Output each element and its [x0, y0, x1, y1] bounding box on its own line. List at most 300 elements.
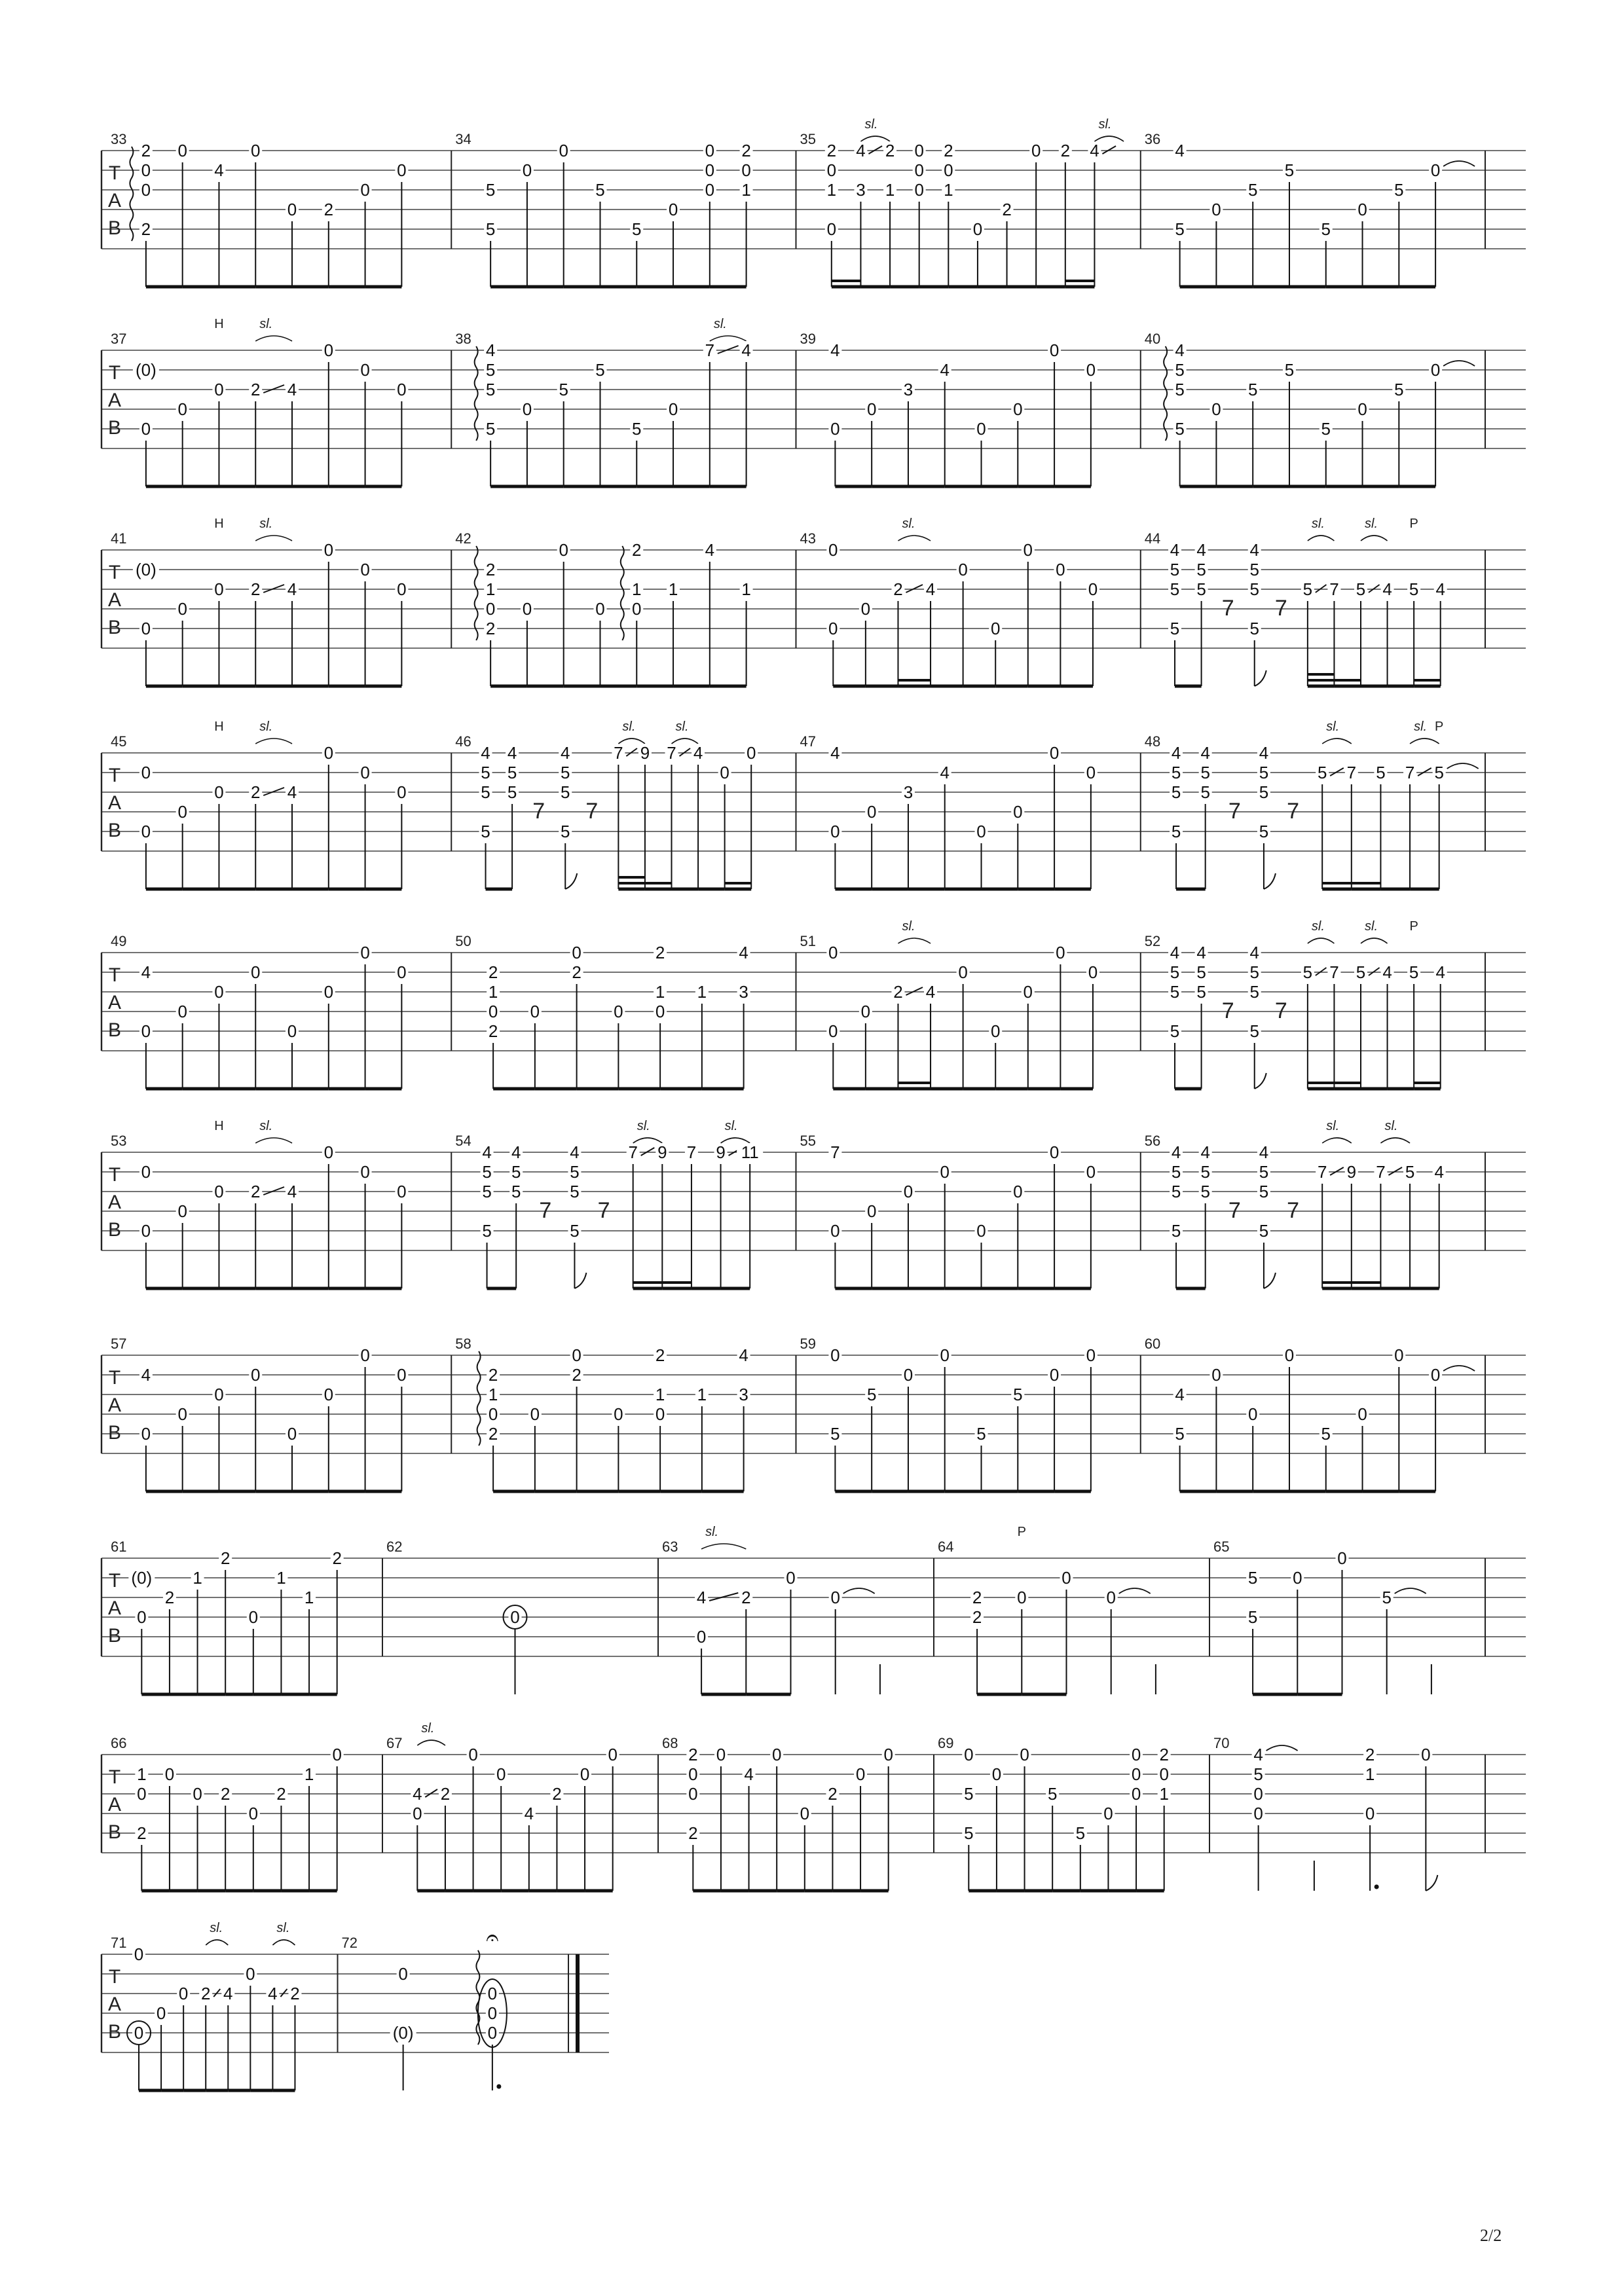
slide-line — [1330, 768, 1344, 776]
tab-event — [1054, 360, 1098, 486]
tab-event — [219, 1365, 262, 1491]
fret-number: 4 — [856, 141, 866, 160]
fret-number: 0 — [323, 540, 334, 560]
slur-arc — [1410, 738, 1439, 744]
tie-arc — [1119, 1588, 1151, 1594]
tab-event — [982, 399, 1025, 486]
slide-label: sl. — [1311, 517, 1325, 531]
fret-number: 0 — [1159, 1764, 1169, 1784]
fret-number: 0 — [964, 1745, 974, 1764]
tab-event — [292, 1142, 335, 1288]
fret-number: 5 — [1013, 1385, 1023, 1404]
fret-number: 0 — [178, 1984, 189, 2003]
fret-number: 0 — [866, 1201, 877, 1221]
tab-event — [477, 1351, 500, 1491]
tab-clef-letter: B — [107, 617, 122, 638]
tab-event — [1168, 540, 1181, 686]
measure — [108, 317, 451, 486]
tab-event — [219, 720, 292, 889]
tab-event — [1028, 943, 1067, 1089]
fret-number: 3 — [856, 180, 866, 200]
slide-label: sl. — [864, 117, 878, 132]
fret-number: 7 — [686, 1142, 697, 1162]
fret-number: 0 — [530, 1002, 540, 1021]
fret-number: 4 — [1253, 1745, 1263, 1764]
fret-number: 1 — [304, 1588, 314, 1607]
fret-number: 0 — [332, 1745, 342, 1764]
arpeggio-mark — [476, 1950, 479, 2045]
fret-number: 0 — [1103, 1804, 1113, 1823]
rest-symbol: 7 — [585, 799, 599, 824]
tab-event — [253, 1784, 288, 1891]
fret-number: 4 — [705, 540, 715, 560]
fret-number: 5 — [1171, 763, 1181, 782]
fret-number: 4 — [507, 743, 517, 763]
fret-number: 0 — [828, 943, 838, 962]
fret-number: 0 — [826, 160, 837, 180]
fret-number: 5 — [1302, 579, 1313, 599]
fret-number: 2 — [141, 141, 151, 160]
tab-event — [1399, 360, 1475, 486]
tab-event — [1297, 1548, 1348, 1694]
measure — [800, 733, 1141, 889]
fret-number: 4 — [925, 982, 936, 1002]
measure — [108, 933, 451, 1089]
fret-number: 0 — [1430, 160, 1441, 180]
fret-number: 0 — [522, 160, 532, 180]
slide-line — [1330, 1167, 1344, 1175]
measure — [1145, 919, 1485, 1089]
tab-event — [139, 763, 153, 889]
slide-label: sl. — [1311, 919, 1325, 934]
fret-number: 0 — [1421, 1745, 1431, 1764]
fret-number: 4 — [925, 579, 936, 599]
tab-event — [673, 317, 747, 486]
slur-arc — [1308, 938, 1335, 943]
measure-number: 58 — [455, 1336, 471, 1352]
fret-number: 0 — [487, 2023, 498, 2043]
fret-number: 2 — [688, 1745, 698, 1764]
tab-event — [475, 546, 498, 686]
measure — [1145, 331, 1485, 486]
measure-number: 41 — [111, 530, 127, 547]
fret-number: 2 — [332, 1548, 342, 1568]
tab-event — [1363, 380, 1406, 486]
tab-event — [1287, 1198, 1299, 1223]
tab-event — [473, 1764, 508, 1891]
tab-event — [577, 1002, 625, 1089]
tab-clef-letter: T — [108, 1367, 121, 1389]
fret-number: 5 — [1321, 419, 1331, 439]
tab-clef-letter: A — [107, 992, 122, 1013]
measure — [1213, 1735, 1485, 1891]
fret-number: 5 — [1175, 219, 1185, 239]
fret-number: 0 — [828, 1021, 838, 1041]
slide-label: sl. — [622, 720, 636, 734]
tab-event — [1065, 117, 1124, 287]
fret-number: 5 — [1075, 1823, 1086, 1843]
tab-clef-letter: A — [107, 1192, 122, 1213]
slur-arc — [255, 536, 292, 541]
fret-number: 5 — [485, 219, 496, 239]
fret-number: 5 — [1175, 1424, 1185, 1444]
fret-number: 4 — [940, 763, 950, 782]
slide-line — [718, 346, 739, 354]
measure-number: 63 — [662, 1539, 678, 1555]
measure — [800, 919, 1141, 1089]
fret-number: 5 — [1284, 360, 1295, 380]
fret-number: 0 — [323, 743, 334, 763]
tab-event — [835, 1201, 878, 1288]
measure — [108, 1539, 382, 1694]
fret-number: 2 — [141, 219, 151, 239]
fret-number: 0 — [1394, 1345, 1404, 1365]
fret-number: 7 — [667, 743, 676, 763]
fret-number: 4 — [739, 943, 748, 962]
fret-number: 0 — [156, 2003, 166, 2023]
tab-event — [1380, 720, 1439, 889]
fret-number: 2 — [885, 141, 895, 160]
fret-number: 0 — [990, 1021, 1001, 1041]
tab-event — [1080, 1804, 1115, 1891]
fret-number: 0 — [688, 1764, 698, 1784]
slide-line — [1388, 1167, 1402, 1175]
fret-number: 2 — [488, 1424, 498, 1444]
measure-number: 57 — [111, 1336, 127, 1352]
tab-event — [535, 1345, 583, 1491]
fret-number: 0 — [1106, 1588, 1116, 1607]
rest-symbol: 7 — [1274, 998, 1287, 1023]
tab-event — [539, 1198, 551, 1223]
fret-number: 4 — [287, 782, 297, 802]
tab-event — [504, 1605, 527, 1694]
fret-number: 0 — [559, 141, 568, 160]
fret-number: 0 — [1013, 1182, 1023, 1201]
fret-number: 5 — [1171, 1182, 1181, 1201]
fret-number: 0 — [958, 962, 968, 982]
tab-event — [577, 1404, 625, 1491]
measure-number: 40 — [1144, 331, 1161, 347]
measure — [386, 1721, 658, 1891]
tab-event — [329, 560, 372, 686]
fret-number: 0 — [1088, 579, 1098, 599]
fret-number: 0 — [1049, 340, 1060, 360]
fret-number: 4 — [1259, 1142, 1269, 1162]
tab-event — [1246, 1568, 1259, 1694]
fret-number: 5 — [559, 380, 568, 399]
tab-clef-letter: A — [107, 1994, 122, 2015]
fret-number: 2 — [137, 1823, 147, 1843]
fret-number: 5 — [507, 763, 517, 782]
tab-event — [828, 1345, 841, 1491]
tab-event — [476, 1925, 507, 2090]
tab-event — [309, 1548, 344, 1694]
fret-number: 5 — [561, 822, 570, 841]
fret-number: 0 — [1023, 540, 1033, 560]
tab-event — [1180, 200, 1223, 287]
fret-number: 5 — [1247, 380, 1258, 399]
slide-label: sl. — [705, 1525, 719, 1539]
slide-label: sl. — [724, 1119, 738, 1133]
fret-number: 0 — [530, 1404, 540, 1424]
fret-number: 0 — [705, 160, 715, 180]
tab-event — [1253, 360, 1296, 486]
fret-number: 2 — [572, 1365, 581, 1385]
tab-event — [978, 200, 1014, 287]
fret-number: 0 — [323, 982, 334, 1002]
fret-number: 0 — [1131, 1745, 1141, 1764]
fret-number: 5 — [1394, 380, 1404, 399]
measure-number: 61 — [111, 1539, 127, 1555]
tab-event — [1334, 919, 1387, 1089]
tab-event — [135, 1764, 148, 1891]
fret-number: 5 — [1200, 763, 1210, 782]
fret-number: 0 — [397, 579, 407, 599]
measure-number: 62 — [386, 1539, 403, 1555]
fret-number: 5 — [1170, 560, 1180, 579]
fret-number: 0 — [248, 1804, 259, 1823]
measure-number: 67 — [386, 1735, 403, 1751]
fret-number: 5 — [866, 1385, 877, 1404]
fret-number: 2 — [552, 1784, 562, 1804]
tab-event — [1036, 141, 1072, 287]
tab-event — [365, 579, 409, 686]
tab-event — [872, 1365, 915, 1491]
note-flag — [1255, 1073, 1266, 1089]
tab-event — [710, 340, 753, 486]
fret-number: 0 — [214, 1385, 224, 1404]
tie-arc — [1447, 763, 1479, 769]
fret-number: 0 — [177, 1002, 187, 1021]
fret-number: 0 — [177, 599, 187, 619]
tab-event — [1363, 1745, 1379, 1891]
slide-line — [263, 1187, 284, 1195]
fret-number: 5 — [1409, 579, 1419, 599]
fret-number: 0 — [1365, 1804, 1375, 1823]
tab-event — [1248, 540, 1266, 686]
fret-number: 0 — [1049, 1365, 1060, 1385]
fret-number: 0 — [177, 141, 187, 160]
fret-number: 0 — [668, 399, 678, 419]
tab-event — [365, 160, 409, 287]
tab-event — [835, 802, 878, 889]
tab-event — [660, 982, 709, 1089]
fret-number: 4 — [287, 579, 297, 599]
measure — [1145, 1119, 1485, 1288]
measure — [455, 1119, 796, 1288]
staff-system — [101, 517, 1526, 686]
tab-clef-letter: B — [107, 417, 122, 439]
tab-event — [701, 1588, 752, 1694]
rest-symbol: 7 — [532, 799, 545, 824]
fret-number: 1 — [655, 1385, 665, 1404]
fret-number: 5 — [1259, 1162, 1269, 1182]
note-flag — [1426, 1875, 1437, 1891]
measure — [455, 530, 796, 686]
fret-number: 0 — [655, 1404, 665, 1424]
fret-number: 0 — [1337, 1548, 1347, 1568]
rest-symbol: 7 — [1221, 998, 1234, 1023]
measure-number: 44 — [1144, 530, 1161, 547]
fret-number: 1 — [488, 982, 498, 1002]
measure-number: 53 — [111, 1133, 127, 1149]
tab-event — [1228, 1198, 1241, 1223]
tab-event — [161, 1984, 190, 2090]
measure — [108, 1119, 451, 1288]
note-flag — [1264, 1273, 1276, 1288]
fret-number: 0 — [914, 180, 924, 200]
fret-number: 5 — [485, 180, 496, 200]
fret-number: 5 — [1405, 1162, 1415, 1182]
fret-number: 5 — [1249, 619, 1259, 638]
slur-arc — [1361, 938, 1388, 943]
tab-event — [1253, 1568, 1304, 1694]
fret-number: 2 — [276, 1784, 286, 1804]
tab-event — [1316, 1119, 1352, 1288]
measure — [455, 720, 796, 889]
tab-event — [146, 1404, 189, 1491]
fret-number: 0 — [1211, 1365, 1221, 1385]
tab-event — [1168, 943, 1181, 1089]
fret-number: 0 — [580, 1764, 590, 1784]
tab-event — [1252, 1745, 1298, 1891]
fret-number: 0 — [251, 962, 261, 982]
slide-label: sl. — [1384, 1119, 1398, 1133]
slide-label: sl. — [421, 1721, 435, 1736]
fret-number: 0 — [397, 1365, 407, 1385]
fret-number: 4 — [1249, 943, 1259, 962]
fret-number: 4 — [485, 340, 496, 360]
fret-number: 2 — [572, 962, 581, 982]
tab-event — [872, 380, 915, 486]
fret-number: 5 — [1249, 962, 1259, 982]
tab-event — [484, 180, 497, 287]
duration-dot — [496, 2085, 501, 2089]
fret-number: 9 — [1346, 1162, 1357, 1182]
tie-arc — [1443, 161, 1475, 166]
fret-number: 0 — [485, 599, 496, 619]
fret-number: 1 — [137, 1764, 147, 1784]
tab-event — [1170, 743, 1183, 889]
pull-off-label: P — [1409, 919, 1418, 934]
fret-number: (0) — [131, 1568, 153, 1588]
fret-number: 4 — [830, 743, 840, 763]
fret-number: 0 — [903, 1365, 913, 1385]
measure-number: 65 — [1213, 1539, 1230, 1555]
tab-event — [281, 1764, 316, 1891]
fret-number: 5 — [976, 1424, 986, 1444]
tab-event — [1388, 919, 1421, 1089]
fret-number: 3 — [903, 380, 913, 399]
fret-number: 2 — [688, 1823, 698, 1843]
fret-number: 5 — [507, 782, 517, 802]
fret-number: 5 — [485, 380, 496, 399]
tab-event — [698, 763, 731, 889]
slide-line — [1418, 768, 1431, 776]
slide-line — [425, 1789, 437, 1797]
tab-event — [1410, 720, 1479, 889]
fret-number: 0 — [323, 1385, 334, 1404]
fret-number: 4 — [744, 1764, 754, 1784]
fret-number: 5 — [1171, 1221, 1181, 1241]
fret-number: 5 — [1259, 822, 1269, 841]
tab-event — [365, 1182, 409, 1288]
tab-event — [527, 380, 570, 486]
fret-number: 7 — [1405, 763, 1415, 782]
fret-number: 4 — [1171, 743, 1181, 763]
tab-clef-letter: B — [107, 1422, 122, 1444]
measure — [455, 317, 796, 486]
fret-number: 5 — [485, 419, 496, 439]
tab-event — [702, 1345, 750, 1491]
tab-event — [710, 579, 753, 686]
fret-number: 0 — [1056, 943, 1065, 962]
fret-number: 5 — [482, 1182, 492, 1201]
fret-number: 0 — [177, 802, 187, 822]
tab-clef-letter: T — [108, 964, 121, 986]
tab-event — [128, 1568, 155, 1694]
tab-event — [146, 802, 189, 889]
measure-number: 55 — [800, 1133, 816, 1149]
fret-number: 4 — [741, 340, 751, 360]
fret-number: 5 — [1170, 579, 1180, 599]
staff-system — [101, 919, 1526, 1089]
fret-number: 0 — [866, 802, 877, 822]
tab-clef-letter: A — [107, 1394, 122, 1416]
tab-clef-letter: B — [107, 2021, 122, 2043]
measure — [455, 933, 796, 1089]
fret-number: 0 — [1086, 763, 1096, 782]
tab-event — [139, 1365, 153, 1491]
tab-event — [139, 1162, 153, 1288]
measure-number: 72 — [341, 1935, 358, 1951]
fret-number: 5 — [964, 1823, 974, 1843]
fret-number: 5 — [1434, 763, 1444, 782]
tab-clef-letter: B — [107, 1625, 122, 1647]
fret-number: 0 — [1061, 1568, 1071, 1588]
fret-number: 0 — [397, 962, 407, 982]
fret-number: 0 — [572, 1345, 581, 1365]
measure-number: 51 — [800, 933, 816, 949]
slide-label: sl. — [1098, 117, 1112, 132]
fret-number: 0 — [287, 1021, 297, 1041]
tab-event — [329, 763, 372, 889]
fret-number: 5 — [1170, 1021, 1180, 1041]
fret-number: 5 — [595, 360, 605, 380]
fret-number: 2 — [485, 560, 496, 579]
tab-clef-letter: A — [107, 390, 122, 411]
fret-number: 4 — [511, 1142, 521, 1162]
fret-number: 0 — [141, 1162, 151, 1182]
measure-number: 43 — [800, 530, 816, 547]
tab-event — [931, 962, 970, 1089]
tab-event — [1399, 1365, 1475, 1491]
tab-event — [1301, 919, 1335, 1089]
fret-number: 0 — [522, 399, 532, 419]
fret-number: 0 — [1430, 360, 1441, 380]
fret-number: 5 — [595, 180, 605, 200]
measure — [662, 1525, 934, 1694]
tab-event — [490, 399, 534, 486]
tab-event — [828, 340, 841, 486]
measure-number: 66 — [111, 1735, 127, 1751]
tab-clef-letter: B — [107, 1821, 122, 1843]
tab-event — [487, 962, 500, 1089]
note-flag — [565, 873, 577, 889]
tab-clef-letter: T — [108, 562, 121, 583]
slide-label: sl. — [1365, 517, 1378, 531]
fret-number: 5 — [1284, 160, 1295, 180]
